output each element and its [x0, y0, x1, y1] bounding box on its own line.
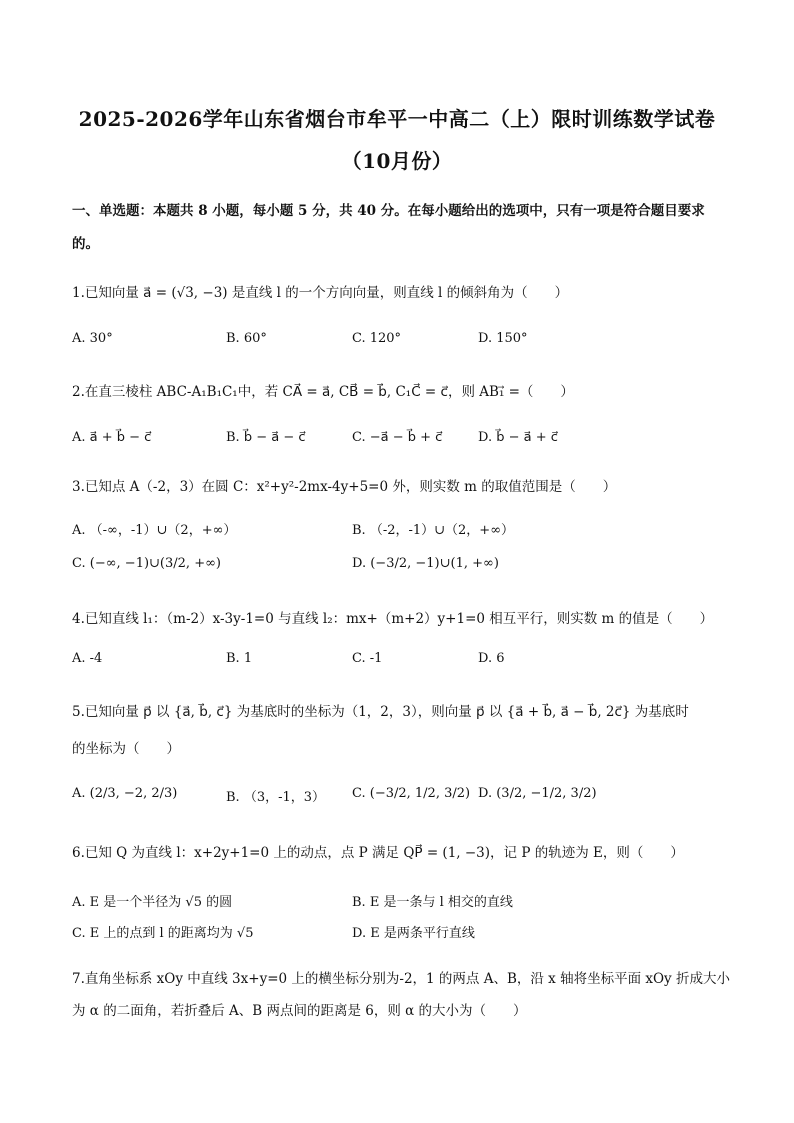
question-7-cont: 为 α 的二面角，若折叠后 A、B 两点间的距离是 6，则 α 的大小为（ ）: [72, 1003, 527, 1019]
q1-option-c: C. 120°: [352, 331, 402, 346]
q6-option-d: D. E 是两条平行直线: [352, 926, 475, 941]
q2-option-d: D. b⃗ − a⃗ + c⃗: [478, 430, 558, 445]
exam-title: 2025-2026学年山东省烟台市牟平一中高二（上）限时训练数学试卷: [78, 107, 716, 131]
question-3: 3.已知点 A（-2，3）在圆 C：x²+y²-2mx-4y+5=0 外，则实数 m 的取值范围是（ ）: [72, 479, 617, 495]
q4-option-b: B. 1: [226, 651, 253, 666]
exam-subtitle: （10月份）: [341, 149, 453, 173]
q5-option-b: B. （3，-1，3）: [226, 790, 326, 805]
question-7: 7.直角坐标系 xOy 中直线 3x+y=0 上的横坐标分别为-2，1 的两点 A、B，沿 x 轴将坐标平面 xOy 折成大小: [72, 971, 730, 987]
q1-option-b: B. 60°: [226, 331, 267, 346]
question-1: 1.已知向量 a⃗ = (√3, −3) 是直线 l 的一个方向向量，则直线 l 的倾斜角为（ ）: [72, 285, 569, 301]
section-heading-cont: 的。: [72, 236, 99, 252]
question-4: 4.已知直线 l₁：（m-2）x-3y-1=0 与直线 l₂：mx+（m+2）y+1=0 相互平行，则实数 m 的值是（ ）: [72, 611, 714, 627]
q3-option-c: C. (−∞, −1)∪(3/2, +∞): [72, 556, 221, 571]
q4-option-d: D. 6: [478, 651, 505, 666]
q3-option-b: B. （-2，-1）∪（2，+∞）: [352, 523, 515, 538]
question-2: 2.在直三棱柱 ABC-A₁B₁C₁中，若 CA⃗ = a⃗, CB⃗ = b⃗, C₁C⃗ = c⃗，则 AB₁⃗ =（ ）: [72, 384, 574, 400]
q2-option-b: B. b⃗ − a⃗ − c⃗: [226, 430, 306, 445]
q6-option-b: B. E 是一条与 l 相交的直线: [352, 895, 513, 910]
q6-option-c: C. E 上的点到 l 的距离均为 √5: [72, 926, 254, 941]
q5-option-d: D. (3/2, −1/2, 3/2): [478, 786, 597, 801]
q4-option-c: C. -1: [352, 651, 383, 666]
section-heading: 一、单选题：本题共 8 小题，每小题 5 分，共 40 分。在每小题给出的选项中，只有一项是符合题目要求: [72, 203, 705, 219]
question-5: 5.已知向量 p⃗ 以 {a⃗, b⃗, c⃗} 为基底时的坐标为（1，2，3），则向量 p⃗ 以 {a⃗ + b⃗, a⃗ − b⃗, 2c⃗} 为基底时: [72, 704, 689, 720]
q5-option-a: A. (2/3, −2, 2/3): [72, 786, 178, 801]
question-6: 6.已知 Q 为直线 l：x+2y+1=0 上的动点，点 P 满足 QP⃗ = (1, −3)，记 P 的轨迹为 E，则（ ）: [72, 845, 684, 861]
q3-option-d: D. (−3/2, −1)∪(1, +∞): [352, 556, 499, 571]
q4-option-a: A. -4: [72, 651, 103, 666]
q3-option-a: A. （-∞，-1）∪（2，+∞）: [72, 523, 237, 538]
question-5-cont: 的坐标为（ ）: [72, 741, 180, 757]
q6-option-a: A. E 是一个半径为 √5 的圆: [72, 895, 233, 910]
q1-option-a: A. 30°: [72, 331, 113, 346]
q1-option-d: D. 150°: [478, 331, 528, 346]
q5-option-c: C. (−3/2, 1/2, 3/2): [352, 786, 471, 801]
q2-option-c: C. −a⃗ − b⃗ + c⃗: [352, 430, 443, 445]
q2-option-a: A. a⃗ + b⃗ − c⃗: [72, 430, 152, 445]
